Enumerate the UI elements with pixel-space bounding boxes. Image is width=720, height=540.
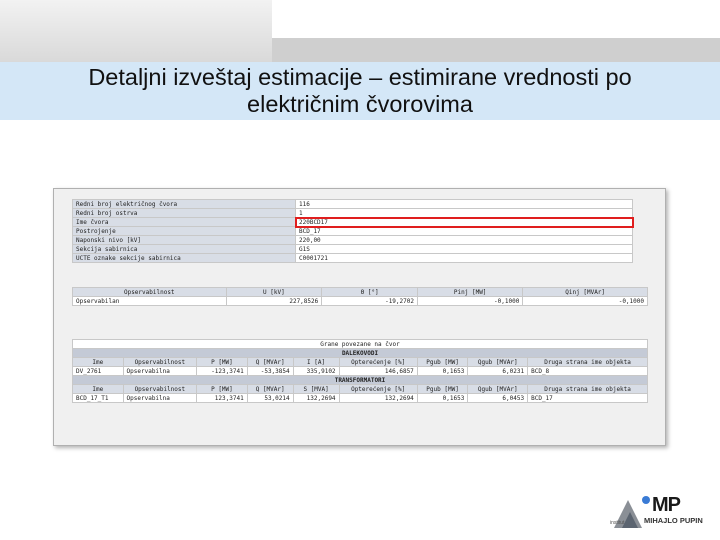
- col-header: Druga strana ime objekta: [528, 358, 648, 367]
- cell: -0,1000: [417, 297, 522, 306]
- info-value: 220,00: [296, 236, 633, 245]
- logo-text: MIHAJLO PUPIN: [644, 516, 703, 525]
- info-value: C0001721: [296, 254, 633, 263]
- connected-branches-table: [72, 339, 648, 403]
- cell: -53,3854: [247, 367, 293, 376]
- cell: 123,3741: [197, 394, 248, 403]
- observability-header: [73, 288, 648, 297]
- cell: BCD_17_T1: [73, 394, 124, 403]
- slide-title-line2: električnim čvorovima: [247, 91, 473, 117]
- cell: BCD_17: [528, 394, 648, 403]
- logo-subtext: institut: [610, 520, 625, 526]
- col-header: Q [MVAr]: [247, 385, 293, 394]
- info-label: Redni broj električnog čvora: [73, 200, 296, 209]
- transformers-row: [73, 394, 648, 403]
- lines-section-header: DALEKOVODI: [73, 349, 648, 358]
- connected-caption: Grane povezane na čvor: [73, 340, 648, 349]
- info-label: Redni broj ostrva: [73, 209, 296, 218]
- col-header: Qgub [MVAr]: [468, 385, 528, 394]
- col-header: Opservabilnost: [73, 288, 227, 297]
- info-label: Sekcija sabirnica: [73, 245, 296, 254]
- cell: Opservabilna: [123, 394, 197, 403]
- cell: Opservabilan: [73, 297, 227, 306]
- slide-title: [0, 64, 720, 118]
- info-row: [73, 236, 633, 245]
- col-header: I [A]: [293, 358, 339, 367]
- col-header: Opterećenje [%]: [339, 358, 417, 367]
- cell: Opservabilna: [123, 367, 197, 376]
- info-label: Ime čvora: [73, 218, 296, 227]
- col-header: P [MW]: [197, 385, 248, 394]
- col-header: Opservabilnost: [123, 358, 197, 367]
- info-row: [73, 218, 633, 227]
- col-header: S [MVA]: [293, 385, 339, 394]
- cell: 335,9102: [293, 367, 339, 376]
- observability-table: [72, 287, 648, 306]
- cell: 53,0214: [247, 394, 293, 403]
- info-row: [73, 227, 633, 236]
- col-header: U [kV]: [226, 288, 322, 297]
- info-label: Postrojenje: [73, 227, 296, 236]
- info-row: [73, 254, 633, 263]
- node-info-table: [72, 199, 633, 263]
- cell: 146,6857: [339, 367, 417, 376]
- cell: 0,1653: [417, 394, 468, 403]
- cell: 132,2694: [339, 394, 417, 403]
- cell: 227,8526: [226, 297, 322, 306]
- observability-row: [73, 297, 648, 306]
- info-value: 116: [296, 200, 633, 209]
- col-header: Qinj [MVAr]: [523, 288, 648, 297]
- info-row: [73, 209, 633, 218]
- col-header: P [MW]: [197, 358, 248, 367]
- header-decoration-left: [0, 0, 272, 62]
- cell: -123,3741: [197, 367, 248, 376]
- info-value: 1: [296, 209, 633, 218]
- info-label: UCTE oznake sekcije sabirnica: [73, 254, 296, 263]
- cell: 6,0231: [468, 367, 528, 376]
- cell: 132,2694: [293, 394, 339, 403]
- col-header: Q [MVAr]: [247, 358, 293, 367]
- transformers-section-header: TRANSFORMATORI: [73, 376, 648, 385]
- cell: 6,0453: [468, 394, 528, 403]
- col-header: Pgub [MW]: [417, 385, 468, 394]
- header-decoration-right: [272, 38, 720, 62]
- col-header: Pgub [MW]: [417, 358, 468, 367]
- info-row: [73, 245, 633, 254]
- node-name-value-highlighted: 220BCD17: [296, 218, 633, 227]
- col-header: Pinj [MW]: [417, 288, 522, 297]
- cell: -19,2702: [322, 297, 418, 306]
- col-header: Qgub [MVAr]: [468, 358, 528, 367]
- col-header: Ime: [73, 385, 124, 394]
- col-header: Opterećenje [%]: [339, 385, 417, 394]
- cell: 0,1653: [417, 367, 468, 376]
- col-header: Druga strana ime objekta: [528, 385, 648, 394]
- info-value: BCD_17: [296, 227, 633, 236]
- report-screenshot: [53, 188, 666, 446]
- col-header: Θ [°]: [322, 288, 418, 297]
- transformers-header: [73, 385, 648, 394]
- lines-header: [73, 358, 648, 367]
- cell: -0,1000: [523, 297, 648, 306]
- cell: BCD_8: [528, 367, 648, 376]
- info-value: G1S: [296, 245, 633, 254]
- col-header: Opservabilnost: [123, 385, 197, 394]
- cell: DV_2761: [73, 367, 124, 376]
- slide-title-line1: Detaljni izveštaj estimacije – estimirane vrednosti po: [88, 64, 632, 90]
- col-header: Ime: [73, 358, 124, 367]
- info-label: Naponski nivo [kV]: [73, 236, 296, 245]
- info-row: [73, 200, 633, 209]
- lines-row: [73, 367, 648, 376]
- logo-brand: MP: [652, 494, 680, 516]
